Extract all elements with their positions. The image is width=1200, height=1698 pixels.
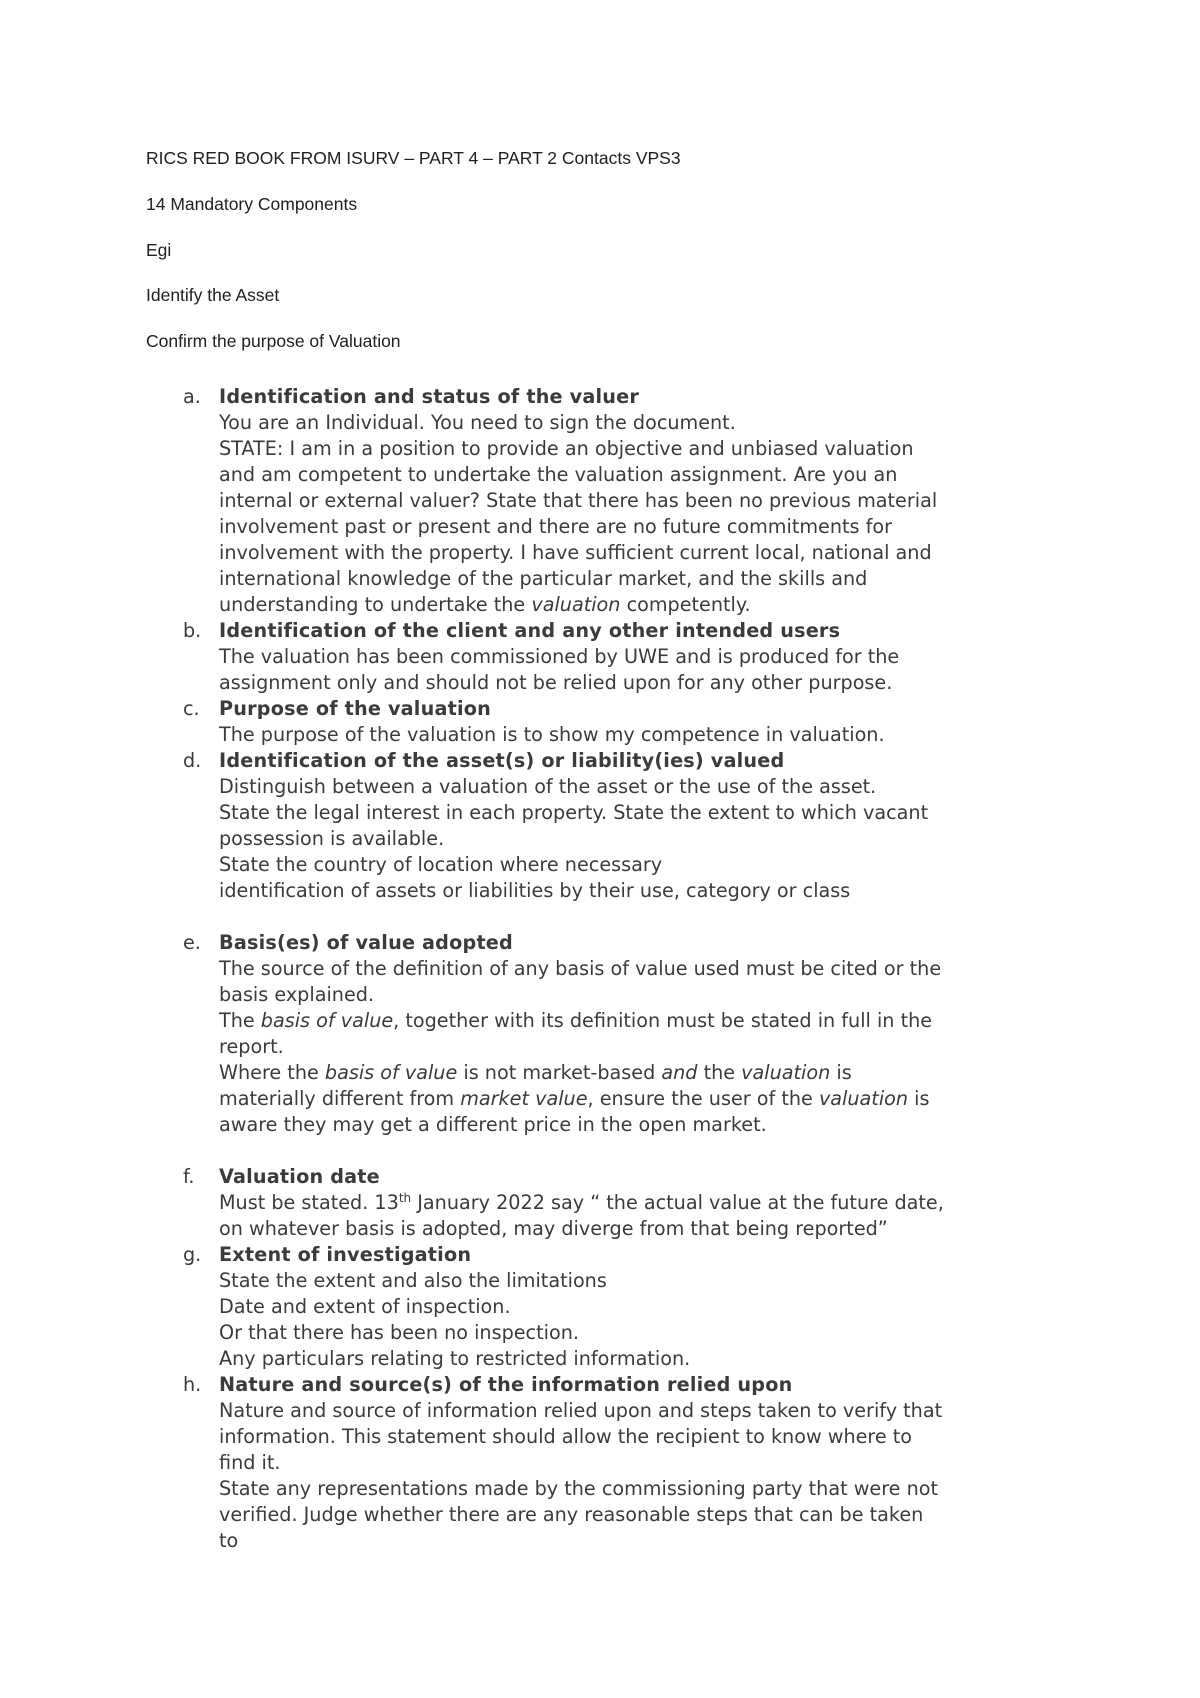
italic-term: market value bbox=[460, 1087, 588, 1110]
list-marker: c. bbox=[183, 697, 200, 720]
list-marker: f. bbox=[183, 1165, 195, 1188]
list-item-g bbox=[0, 1242, 1069, 1372]
body-line: The purpose of the valuation is to show my competence in valuation. bbox=[219, 723, 885, 746]
item-heading: Basis(es) of value adopted bbox=[219, 931, 513, 954]
italic-term: valuation bbox=[818, 1087, 909, 1110]
item-heading: Nature and source(s) of the information relied upon bbox=[219, 1373, 793, 1396]
item-heading: Extent of investigation bbox=[219, 1243, 472, 1266]
body-line: Date and extent of inspection. bbox=[219, 1295, 511, 1318]
header-line: 14 Mandatory Components bbox=[146, 194, 358, 214]
item-heading: Valuation date bbox=[219, 1165, 380, 1188]
list-item-b bbox=[0, 618, 1069, 696]
list-marker: h. bbox=[183, 1373, 202, 1396]
body-line: information. This statement should allow the recipient to know where to bbox=[219, 1425, 913, 1448]
body-line: possession is available. bbox=[219, 827, 445, 850]
body-line: State the legal interest in each property. State the extent to which vacant bbox=[219, 801, 929, 824]
list-marker: b. bbox=[183, 619, 202, 642]
header-line: Egi bbox=[146, 240, 172, 260]
list-marker: a. bbox=[183, 385, 201, 408]
italic-term: and bbox=[661, 1061, 698, 1084]
text-run: is bbox=[908, 1087, 930, 1110]
list-marker: g. bbox=[183, 1243, 202, 1266]
list-item-c bbox=[0, 696, 1069, 748]
list-item-f bbox=[0, 1164, 1069, 1242]
body-line: Distinguish between a valuation of the asset or the use of the asset. bbox=[219, 775, 877, 798]
text-run: is bbox=[830, 1061, 852, 1084]
italic-term: valuation bbox=[741, 1061, 831, 1084]
body-line: and am competent to undertake the valuation assignment. Are you an bbox=[219, 463, 898, 486]
header-line: Identify the Asset bbox=[146, 285, 280, 305]
text-run: Where the bbox=[219, 1061, 325, 1084]
body-line: State the extent and also the limitations bbox=[219, 1269, 607, 1292]
text-run: is not market-based bbox=[457, 1061, 662, 1084]
list-item-d bbox=[0, 748, 1069, 904]
body-line: State any representations made by the commissioning party that were not bbox=[219, 1477, 938, 1500]
mandatory-components-list bbox=[0, 384, 1200, 1554]
text-run: , together with its definition must be stated in full in the bbox=[393, 1009, 933, 1032]
list-marker: d. bbox=[183, 749, 202, 772]
body-line: verified. Judge whether there are any reasonable steps that can be taken bbox=[219, 1503, 924, 1526]
list-marker: e. bbox=[183, 931, 201, 954]
body-line bbox=[219, 1060, 1069, 1086]
body-line: involvement past or present and there are no future commitments for bbox=[219, 515, 893, 538]
body-line bbox=[219, 1190, 1069, 1216]
body-line: basis explained. bbox=[219, 983, 375, 1006]
italic-term: basis of value bbox=[324, 1061, 458, 1084]
body-line: Or that there has been no inspection. bbox=[219, 1321, 579, 1344]
body-line: identification of assets or liabilities by their use, category or class bbox=[219, 879, 851, 902]
text-run: The bbox=[219, 1009, 261, 1032]
italic-term: valuation bbox=[531, 593, 621, 616]
body-line: aware they may get a different price in the open market. bbox=[219, 1113, 767, 1136]
body-line: find it. bbox=[219, 1451, 281, 1474]
text-run: understanding to undertake the bbox=[219, 593, 532, 616]
header-line: Confirm the purpose of Valuation bbox=[146, 331, 401, 351]
body-line: STATE: I am in a position to provide an objective and unbiased valuation bbox=[219, 437, 914, 460]
body-line: international knowledge of the particular market, and the skills and bbox=[219, 567, 868, 590]
body-line: The valuation has been commissioned by UWE and is produced for the bbox=[219, 645, 900, 668]
body-line: You are an Individual. You need to sign the document. bbox=[219, 411, 736, 434]
italic-term: basis of value bbox=[260, 1009, 394, 1032]
body-line bbox=[219, 1008, 1069, 1034]
item-heading: Identification of the asset(s) or liability(ies) valued bbox=[219, 749, 785, 772]
list-item-e bbox=[0, 930, 1069, 1138]
text-run: competently. bbox=[620, 593, 751, 616]
text-run: , ensure the user of the bbox=[587, 1087, 819, 1110]
text-run: January 2022 say “ the actual value at the future date, bbox=[411, 1191, 944, 1214]
text-run: materially different from bbox=[219, 1087, 461, 1110]
item-heading: Identification of the client and any other intended users bbox=[219, 619, 841, 642]
text-run: the bbox=[697, 1061, 742, 1084]
item-heading: Identification and status of the valuer bbox=[219, 385, 640, 408]
body-line: on whatever basis is adopted, may diverge from that being reported” bbox=[219, 1217, 888, 1240]
body-line bbox=[219, 592, 1069, 618]
body-line: Nature and source of information relied upon and steps taken to verify that bbox=[219, 1399, 943, 1422]
body-line: to bbox=[219, 1529, 239, 1552]
body-line: Any particulars relating to restricted information. bbox=[219, 1347, 691, 1370]
body-line: involvement with the property. I have sufficient current local, national and bbox=[219, 541, 932, 564]
list-item-h bbox=[0, 1372, 1069, 1554]
superscript: th bbox=[398, 1191, 412, 1205]
list-item-a bbox=[0, 384, 1069, 618]
body-line: internal or external valuer? State that there has been no previous material bbox=[219, 489, 938, 512]
document-title: RICS RED BOOK FROM ISURV – PART 4 – PART 2 Contacts VPS3 bbox=[146, 148, 681, 168]
item-heading: Purpose of the valuation bbox=[219, 697, 491, 720]
body-line bbox=[219, 1086, 1069, 1112]
body-line: assignment only and should not be relied upon for any other purpose. bbox=[219, 671, 893, 694]
body-line: report. bbox=[219, 1035, 284, 1058]
body-line: The source of the definition of any basis of value used must be cited or the bbox=[219, 957, 942, 980]
text-run: Must be stated. 13 bbox=[219, 1191, 399, 1214]
body-line: State the country of location where necessary bbox=[219, 853, 663, 876]
